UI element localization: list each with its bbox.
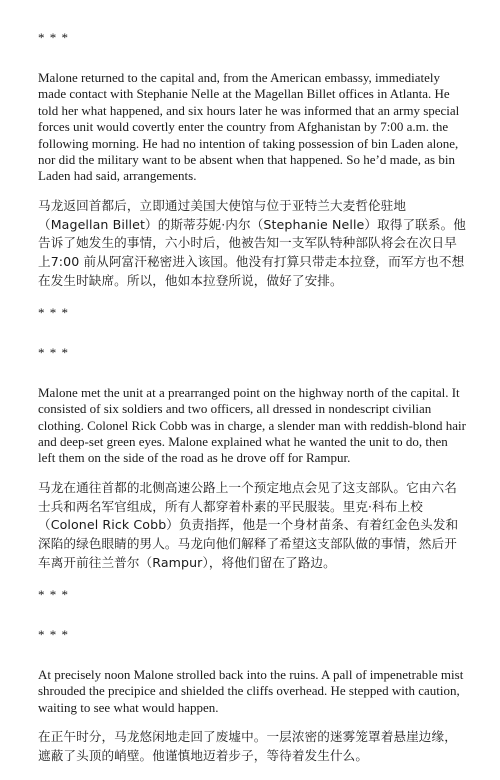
english-paragraph-1: Malone returned to the capital and, from the American embassy, immediately made contact with Stephanie Nelle at the Magellan Billet offices in Atlanta. He told her what happened, and six hours later he was informed that an army special forces unit would covertly enter the country from Afghanistan by 7:00 a.m. the following morning. He had no intention of taking possession of bin Laden alone, nor did the military want to be absent when that happened. So he’d made, as bin Laden had said, arrangements. xyxy=(38,70,460,184)
section-separator: * * * xyxy=(38,30,69,45)
chinese-paragraph-2: 马龙在通往首都的北侧高速公路上一个预定地点会见了这支部队。它由六名士兵和两名军官组成，所有人都穿着朴素的平民服装。里克·科布上校（Colonel Rick Cobb）负责指挥，他是一个身材苗条、有着红金色头发和深陷的绿色眼睛的男人。马龙向他们解释了希望这支部队做的事情，然后开车离开前往兰普尔（Rampur），将他们留在了路边。 xyxy=(38,479,459,571)
section-separator: * * * xyxy=(38,586,69,602)
chinese-paragraph-1: 马龙返回首都后，立即通过美国大使馆与位于亚特兰大麦哲伦驻地（Magellan Billet）的斯蒂芬妮·内尔（Stephanie Nelle）取得了联系。他告诉了她发生的事情，六小时后，他被告知一支军队特种部队将会在次日早上7:00 前从阿富汗秘密进入该国。他没有打算只带走本拉登，而军方也不想在发生时缺席。所以，他如本拉登所说，做好了安排。 xyxy=(38,197,466,289)
section-separator: * * * xyxy=(38,304,69,320)
section-separator: * * * xyxy=(38,344,69,360)
chinese-paragraph-3: 在正午时分，马龙悠闲地走回了废墟中。一层浓密的迷雾笼罩着悬崖边缘，遮蔽了头顶的峭壁。他谨慎地迈着步子，等待着发生什么。 xyxy=(38,729,457,763)
section-separator: * * * xyxy=(38,626,69,642)
english-paragraph-2: Malone met the unit at a prearranged point on the highway north of the capital. It consisted of six soldiers and two officers, all dressed in nondescript civilian clothing. Colonel Rick Cobb was in charge, a slender man with reddish-blond hair and deep-set green eyes. Malone explained what he wanted the unit to do, then left them on the side of the road as he drove off for Rampur. xyxy=(38,384,466,466)
document-page xyxy=(38,30,466,780)
english-paragraph-3: At precisely noon Malone strolled back into the ruins. A pall of impenetrable mist shrouded the precipice and shielded the cliffs overhead. He stepped with caution, waiting to see what would happen. xyxy=(38,666,464,715)
